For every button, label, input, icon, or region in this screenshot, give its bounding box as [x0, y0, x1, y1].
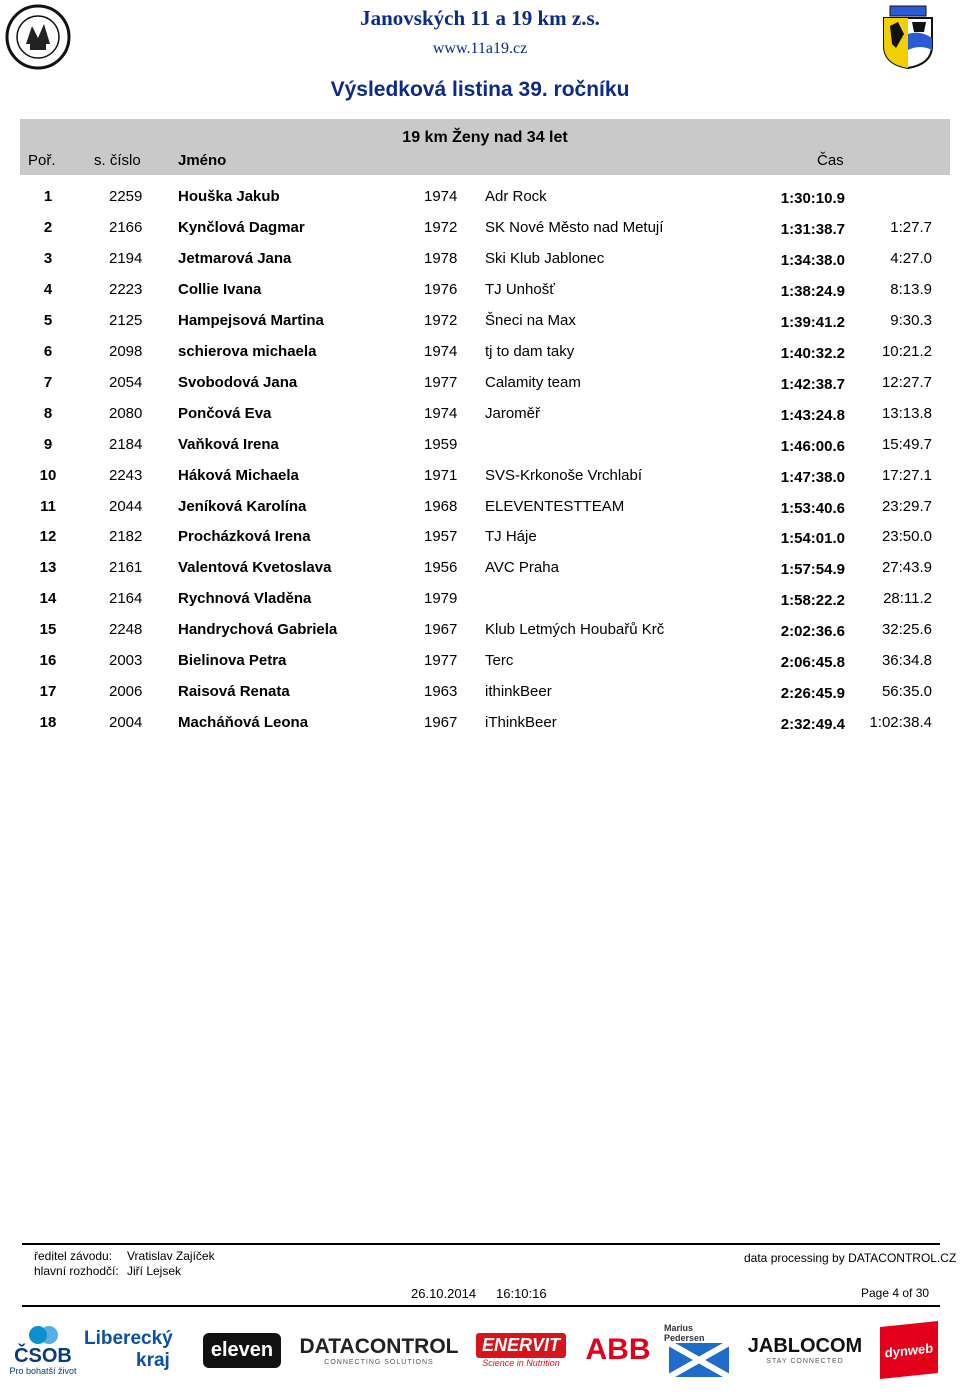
result-position: 13	[39, 559, 57, 577]
result-time-loss: 56:35.0	[881, 683, 932, 701]
result-time: 1:58:22.2	[780, 592, 845, 610]
result-time-loss: 28:11.2	[883, 590, 932, 608]
result-club: SVS-Krkonoše Vrchlabí	[485, 466, 643, 484]
result-start-number: 2243	[109, 466, 143, 484]
result-year: 1959	[424, 435, 458, 453]
result-start-number: 2161	[109, 559, 143, 577]
result-name: Vaňková Irena	[178, 435, 279, 453]
result-year: 1967	[424, 621, 458, 639]
result-time-loss: 15:49.7	[881, 435, 932, 453]
result-position: 8	[43, 404, 53, 422]
data-processing-credit: data processing by DATACONTROL.CZ	[744, 1251, 957, 1265]
sponsor-csob	[8, 1320, 78, 1380]
col-num: s. číslo	[94, 152, 141, 169]
sponsor-eleven	[196, 1320, 288, 1380]
result-start-number: 2044	[109, 497, 143, 515]
eleven-text: eleven	[203, 1333, 281, 1368]
table-row	[0, 559, 960, 590]
result-club: ithinkBeer	[485, 683, 552, 701]
result-name: Procházková Irena	[178, 528, 311, 546]
result-position: 11	[40, 497, 56, 515]
table-row	[0, 405, 960, 436]
referee-name: Jiří Lejsek	[127, 1264, 182, 1278]
result-start-number: 2223	[109, 280, 143, 298]
result-start-number: 2006	[109, 683, 143, 701]
result-position: 7	[43, 373, 53, 391]
csob-tagline: Pro bohatší život	[9, 1366, 77, 1376]
result-year: 1968	[424, 497, 458, 515]
result-name: Jeníková Karolína	[178, 497, 307, 515]
col-name: Jméno	[178, 152, 227, 169]
result-name: Jetmarová Jana	[178, 249, 292, 267]
table-row	[0, 343, 960, 374]
result-time: 1:47:38.0	[780, 468, 845, 486]
result-position: 1	[43, 188, 53, 205]
result-name: Raisová Renata	[178, 683, 290, 701]
result-time: 1:42:38.7	[780, 375, 845, 393]
result-time: 2:32:49.4	[780, 716, 845, 734]
result-start-number: 2004	[109, 714, 143, 732]
results-subtitle: Výsledková listina 39. ročníku	[330, 78, 630, 101]
result-time-loss: 10:21.2	[881, 342, 932, 360]
liberecky-text: Liberecký	[84, 1328, 173, 1349]
sponsor-jablocom	[740, 1320, 870, 1380]
sponsor-abb	[578, 1320, 658, 1380]
table-row	[0, 312, 960, 343]
result-position: 17	[39, 683, 57, 701]
result-year: 1972	[424, 311, 458, 329]
result-start-number: 2164	[109, 590, 143, 608]
result-start-number: 2125	[109, 311, 143, 329]
result-club: Klub Letmých Houbařů Krč	[485, 621, 665, 639]
result-year: 1977	[424, 652, 458, 670]
result-time-loss: 17:27.1	[881, 466, 932, 484]
marius-logo-icon	[669, 1343, 729, 1377]
result-start-number: 2166	[109, 218, 143, 236]
director-name: Vratislav Zajíček	[127, 1249, 215, 1263]
col-pos: Poř.	[28, 152, 56, 169]
result-name: Kynčlová Dagmar	[178, 218, 305, 236]
result-time: 2:06:45.8	[780, 654, 845, 672]
print-date: 26.10.2014	[411, 1286, 477, 1301]
result-name: Houška Jakub	[178, 188, 280, 205]
result-year: 1979	[424, 590, 458, 608]
result-position: 3	[43, 249, 53, 267]
table-row	[0, 528, 960, 559]
jablocom-text: JABLOCOM	[747, 1335, 863, 1357]
result-club: Šneci na Max	[485, 311, 576, 329]
category-title: 19 km Ženy nad 34 let	[402, 129, 568, 146]
result-club: ELEVENTESTTEAM	[485, 497, 625, 515]
result-position: 5	[43, 311, 53, 329]
sponsor-marius-pedersen	[664, 1320, 734, 1380]
sponsor-enervit	[470, 1320, 572, 1380]
result-name: Bielinova Petra	[178, 652, 287, 670]
result-club: TJ Háje	[485, 528, 537, 546]
result-position: 16	[39, 652, 57, 670]
sponsor-datacontrol	[294, 1320, 464, 1380]
result-start-number: 2184	[109, 435, 143, 453]
table-row	[0, 374, 960, 405]
result-position: 15	[39, 621, 57, 639]
table-row	[0, 467, 960, 498]
result-year: 1977	[424, 373, 458, 391]
result-time: 1:43:24.8	[780, 406, 845, 424]
result-time-loss: 23:50.0	[881, 528, 932, 546]
result-club: Terc	[485, 652, 514, 670]
result-time-loss: 8:13.9	[890, 280, 932, 298]
result-name: Collie Ivana	[178, 280, 262, 298]
result-start-number: 2098	[109, 342, 143, 360]
result-club: iThinkBeer	[485, 714, 557, 732]
result-year: 1967	[424, 714, 458, 732]
result-start-number: 2080	[109, 404, 143, 422]
result-year: 1974	[424, 188, 458, 205]
result-time: 1:40:32.2	[780, 344, 845, 362]
result-name: Svobodová Jana	[178, 373, 298, 391]
result-club: TJ Unhošť	[485, 280, 555, 298]
csob-logo-icon	[25, 1324, 61, 1346]
print-time: 16:10:16	[496, 1286, 547, 1301]
result-name: Hampejsová Martina	[178, 311, 324, 329]
result-club: AVC Praha	[485, 559, 559, 577]
result-year: 1963	[424, 683, 458, 701]
result-time-loss: 36:34.8	[881, 652, 932, 670]
enervit-text: ENERVIT	[476, 1333, 566, 1358]
table-row	[0, 590, 960, 621]
website-url[interactable]: www.11a19.cz	[432, 40, 528, 57]
result-start-number: 2194	[109, 249, 143, 267]
result-year: 1978	[424, 249, 458, 267]
result-time: 1:30:10.9	[780, 190, 845, 207]
result-name: Pončová Eva	[178, 404, 272, 422]
result-name: Handrychová Gabriela	[178, 621, 338, 639]
result-time: 1:34:38.0	[780, 251, 845, 269]
table-row	[0, 498, 960, 529]
enervit-tagline: Science in Nutrition	[482, 1357, 560, 1368]
result-name: Macháňová Leona	[178, 714, 309, 732]
director-label: ředitel závodu:	[34, 1249, 113, 1263]
result-time: 1:39:41.2	[780, 313, 845, 331]
result-club: Jaroměř	[485, 404, 541, 422]
result-time-loss: 12:27.7	[881, 373, 932, 391]
page-title: Janovských 11 a 19 km z.s.	[360, 6, 600, 30]
result-start-number: 2259	[109, 188, 143, 205]
result-start-number: 2248	[109, 621, 143, 639]
table-row	[0, 436, 960, 467]
table-row	[0, 683, 960, 714]
result-name: Háková Michaela	[178, 466, 299, 484]
result-club: Ski Klub Jablonec	[485, 249, 605, 267]
result-time-loss: 1:27.7	[890, 218, 932, 236]
marius-text: Marius Pedersen	[664, 1323, 705, 1343]
datacontrol-text: DATACONTROL	[299, 1334, 459, 1358]
result-time: 1:38:24.9	[780, 282, 845, 300]
result-year: 1956	[424, 559, 458, 577]
result-year: 1957	[424, 528, 458, 546]
sponsor-dynweb	[876, 1320, 942, 1380]
result-start-number: 2054	[109, 373, 143, 391]
category-header	[20, 119, 950, 175]
result-time: 1:53:40.6	[780, 499, 845, 517]
footer-divider	[22, 1243, 940, 1245]
sponsor-liberecky-kraj	[84, 1320, 190, 1380]
footer-divider-bottom	[22, 1305, 940, 1307]
result-time-loss: 23:29.7	[881, 497, 932, 515]
result-name: schierova michaela	[178, 342, 317, 360]
col-time: Čas	[817, 152, 844, 169]
csob-name: ČSOB	[14, 1345, 72, 1367]
abb-text: ABB	[585, 1333, 651, 1366]
result-club: SK Nové Město nad Metují	[485, 218, 664, 236]
result-position: 14	[39, 590, 57, 608]
result-name: Rychnová Vladěna	[178, 590, 312, 608]
table-row	[0, 188, 960, 219]
result-time-loss: 32:25.6	[881, 621, 932, 639]
result-position: 18	[39, 714, 57, 732]
result-time: 2:02:36.6	[780, 623, 845, 641]
result-time: 1:54:01.0	[780, 530, 845, 548]
page-number: Page 4 of 30	[861, 1286, 930, 1300]
table-row	[0, 714, 960, 745]
kraj-text: kraj	[136, 1350, 170, 1371]
result-time: 2:26:45.9	[780, 685, 845, 703]
result-club: Adr Rock	[485, 188, 547, 205]
result-time-loss: 13:13.8	[881, 404, 932, 422]
datacontrol-tagline: CONNECTING SOLUTIONS	[324, 1358, 434, 1366]
result-year: 1974	[424, 404, 458, 422]
result-club: Calamity team	[485, 373, 581, 391]
result-position: 2	[43, 218, 53, 236]
table-row	[0, 219, 960, 250]
result-time-loss: 9:30.3	[890, 311, 932, 329]
result-time: 1:31:38.7	[780, 220, 845, 238]
table-row	[0, 621, 960, 652]
result-position: 10	[39, 466, 57, 484]
jablocom-tagline: STAY CONNECTED	[766, 1358, 844, 1365]
dynweb-text: dynweb	[880, 1321, 938, 1379]
table-row	[0, 281, 960, 312]
result-time: 1:46:00.6	[780, 437, 845, 455]
result-start-number: 2003	[109, 652, 143, 670]
result-name: Valentová Kvetoslava	[178, 559, 332, 577]
result-club: tj to dam taky	[485, 342, 575, 360]
result-time-loss: 4:27.0	[890, 249, 932, 267]
result-year: 1976	[424, 280, 458, 298]
result-time-loss: 27:43.9	[881, 559, 932, 577]
result-year: 1974	[424, 342, 458, 360]
result-start-number: 2182	[109, 528, 143, 546]
table-row	[0, 250, 960, 281]
result-position: 6	[43, 342, 53, 360]
result-position: 4	[43, 280, 53, 298]
result-time: 1:57:54.9	[780, 561, 845, 579]
result-position: 9	[43, 435, 53, 453]
table-row	[0, 652, 960, 683]
result-position: 12	[39, 528, 57, 546]
referee-label: hlavní rozhodčí:	[34, 1264, 119, 1278]
result-year: 1972	[424, 218, 458, 236]
result-time-loss: 1:02:38.4	[869, 714, 932, 732]
result-year: 1971	[424, 466, 458, 484]
